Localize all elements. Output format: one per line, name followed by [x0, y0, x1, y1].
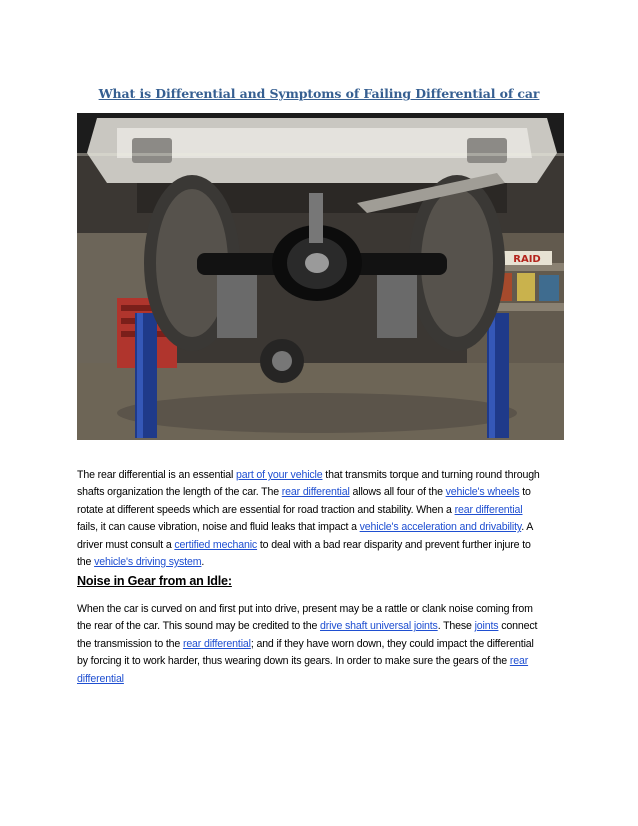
link-part-of-your-vehicle[interactable]: part of your vehicle — [235, 469, 323, 481]
text-run: that transmits torque and turning round through — [322, 469, 540, 481]
text-run: ; and if they have worn down, they could impact the differential — [250, 637, 534, 650]
text-line — [77, 653, 565, 670]
noise-paragraph — [77, 601, 565, 688]
text-run: the — [77, 556, 95, 569]
text-run: to — [519, 486, 531, 499]
text-line — [77, 618, 565, 635]
section-heading: Noise in Gear from an Idle: — [77, 574, 232, 588]
text-line — [77, 671, 565, 688]
text-run: shafts organization the length of the car. The — [77, 486, 282, 499]
text-run: allows all four of the — [349, 486, 446, 499]
link-acceleration-drivability[interactable]: vehicle's acceleration and drivability — [359, 521, 522, 534]
text-line — [77, 467, 565, 484]
link-rear-differential[interactable]: rear differential — [454, 503, 523, 516]
text-run: connect — [498, 620, 538, 633]
text-line: When the car is curved on and first put into drive, present may be a rattle or clank noise coming from — [77, 603, 533, 615]
text-run: driver must consult a — [77, 538, 175, 551]
text-run: the transmission to the — [77, 637, 183, 650]
link-joints[interactable]: joints — [474, 620, 499, 633]
text-run: . These — [437, 620, 475, 633]
text-line — [77, 537, 565, 554]
link-differential[interactable]: differential — [77, 672, 124, 685]
text-line — [77, 554, 565, 571]
text-run: the rear of the car. This sound may be credited to the — [77, 620, 321, 633]
intro-paragraph — [77, 467, 565, 571]
link-drive-shaft-universal-joints[interactable]: drive shaft universal joints — [320, 620, 438, 633]
text-run: . A — [521, 521, 534, 534]
link-rear-differential[interactable]: rear differential — [182, 637, 251, 650]
shop-sign: RAID — [513, 254, 541, 265]
link-vehicles-wheels[interactable]: vehicle's wheels — [445, 486, 520, 499]
text-run: to deal with a bad rear disparity and prevent further injure to — [257, 538, 531, 551]
text-run: fails, it can cause vibration, noise and fluid leaks that impact a — [77, 521, 360, 534]
text-run: . — [201, 556, 205, 569]
document-title: What is Differential and Symptoms of Failing Differential of car — [98, 86, 540, 101]
text-line — [77, 636, 565, 653]
text-line — [77, 484, 565, 501]
text-run: The rear differential is an essential — [77, 469, 236, 481]
text-line — [77, 519, 565, 536]
text-line — [77, 502, 565, 519]
text-run: by forcing it to work harder, thus wearing down its gears. In order to make sure the gears of the — [77, 655, 510, 668]
link-rear[interactable]: rear — [509, 655, 529, 668]
text-run: rotate at different speeds which are essential for road traction and stability. When a — [77, 503, 455, 516]
link-driving-system[interactable]: vehicle's driving system — [94, 556, 202, 569]
link-certified-mechanic[interactable]: certified mechanic — [174, 538, 258, 551]
truck-differential-photo — [77, 113, 564, 440]
link-rear-differential[interactable]: rear differential — [281, 486, 350, 499]
